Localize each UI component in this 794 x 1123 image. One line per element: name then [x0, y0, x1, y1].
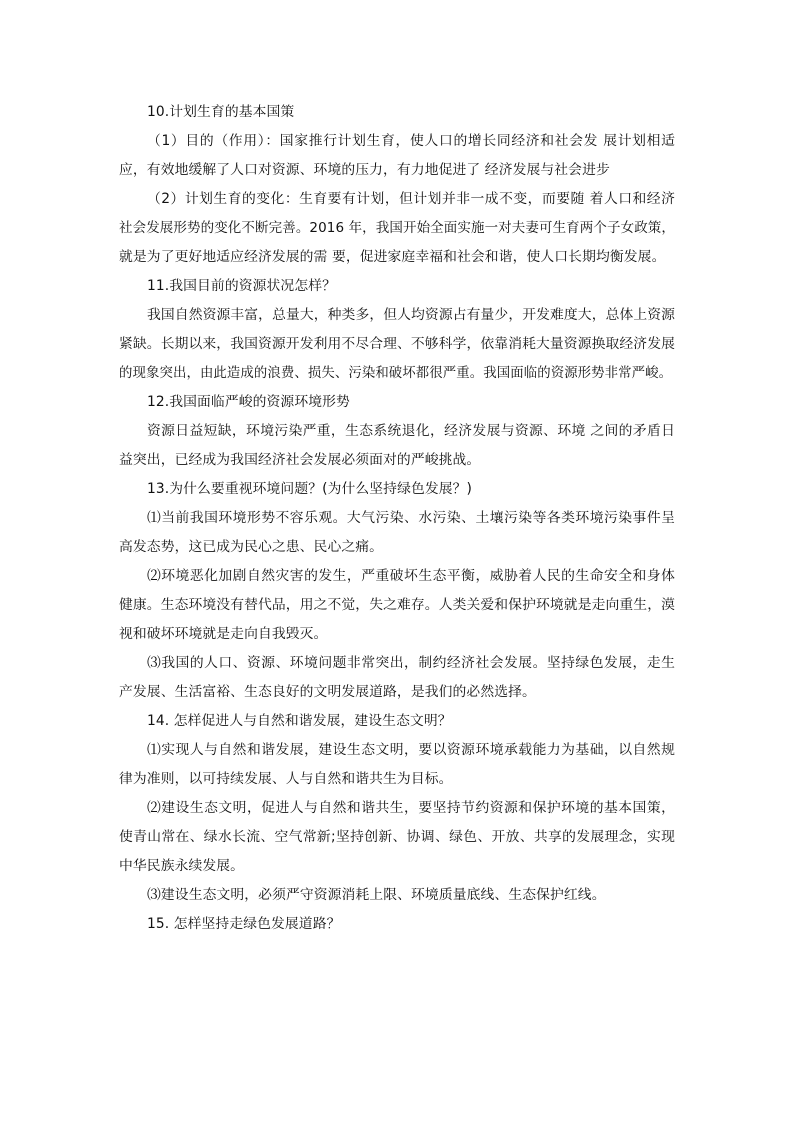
heading-text: 12.我国面临严峻的资源环境形势 [147, 394, 350, 410]
heading-text: 15. 怎样坚持走绿色发展道路？ [147, 916, 341, 932]
section-heading-s13 [119, 475, 675, 504]
paragraph-line: 社会发展形势的变化不断完善。2016 年，我国开始全面实施一对夫妻可生育两个子女政策， [119, 220, 675, 236]
paragraph-line: ⑵环境恶化加剧自然灾害的发生，严重破坏生态平衡，威胁着人民的生命安全和身体 [147, 568, 675, 584]
section-heading-s14 [119, 707, 675, 736]
paragraph [119, 736, 675, 794]
paragraph [119, 185, 675, 272]
heading-text: 13.为什么要重视环境问题？(为什么坚持绿色发展？) [147, 481, 473, 497]
paragraph-line: 使青山常在、绿水长流、空气常新;坚持创新、协调、绿色、开放、共享的发展理念，实现 [119, 829, 675, 845]
paragraph-line: 的现象突出，由此造成的浪费、损失、污染和破坏都很严重。我国面临的资源形势非常严峻。 [119, 366, 673, 381]
paragraph [119, 881, 675, 910]
heading-text: 11.我国目前的资源状况怎样？ [147, 278, 337, 294]
paragraph-line: ⑶建设生态文明，必须严守资源消耗上限、环境质量底线、生态保护红线。 [147, 887, 606, 903]
paragraph [119, 562, 675, 649]
paragraph [119, 301, 675, 388]
heading-text: 10.计划生育的基本国策 [147, 104, 295, 120]
section-heading-s10 [119, 98, 675, 127]
paragraph-line: 应，有效地缓解了人口对资源、环境的压力，有力地促进了 经济发展与社会进步 [119, 162, 610, 178]
document-body [119, 98, 675, 939]
paragraph-line: 我国自然资源丰富，总量大，种类多，但人均资源占有量少，开发难度大，总体上资源 [147, 307, 676, 323]
heading-text: 14. 怎样促进人与自然和谐发展，建设生态文明？ [147, 713, 452, 729]
paragraph-line: ⑴实现人与自然和谐发展，建设生态文明，要以资源环境承载能力为基础，以自然规 [147, 742, 675, 758]
section-heading-s12 [119, 388, 675, 417]
paragraph [119, 794, 675, 881]
paragraph [119, 127, 675, 185]
paragraph-line: 高发态势，这已成为民心之患、民心之痛。 [119, 539, 384, 555]
paragraph-line: 视和破坏环境就是走向自我毁灭。 [119, 626, 328, 642]
paragraph-line: 资源日益短缺，环境污染严重，生态系统退化，经济发展与资源、环境 之间的矛盾日 [147, 423, 675, 439]
paragraph-line: 健康。生态环境没有替代品，用之不觉，失之难存。人类关爱和保护环境就是走向重生，漠 [119, 597, 675, 613]
section-heading-s15 [119, 910, 675, 939]
paragraph-line: ⑵建设生态文明，促进人与自然和谐共生，要坚持节约资源和保护环境的基本国策， [147, 800, 675, 816]
paragraph-line: ⑶我国的人口、资源、环境问题非常突出，制约经济社会发展。坚持绿色发展，走生 [147, 655, 675, 671]
paragraph-line: ⑴当前我国环境形势不容乐观。大气污染、水污染、土壤污染等各类环境污染事件呈 [147, 510, 675, 526]
paragraph [119, 504, 675, 562]
paragraph-line: 中华民族永续发展。 [119, 858, 245, 874]
paragraph [119, 417, 675, 475]
paragraph-line: 律为准则，以可持续发展、人与自然和谐共生为目标。 [119, 771, 453, 787]
paragraph-line: 紧缺。长期以来，我国资源开发利用不尽合理、不够科学，依靠消耗大量资源换取经济发展 [119, 336, 675, 352]
paragraph-line: 产发展、生活富裕、生态良好的文明发展道路，是我们的必然选择。 [119, 684, 536, 700]
paragraph-line: （2）计划生育的变化：生育要有计划，但计划并非一成不变，而要随 着人口和经济 [147, 191, 675, 207]
paragraph-line: （1）目的（作用）：国家推行计划生育，使人口的增长同经济和社会发 展计划相适 [147, 133, 675, 149]
paragraph-line: 就是为了更好地适应经济发展的需 要，促进家庭幸福和社会和谐，使人口长期均衡发展。 [119, 249, 666, 265]
section-heading-s11 [119, 272, 675, 301]
paragraph-line: 益突出，已经成为我国经济社会发展必须面对的严峻挑战。 [119, 452, 481, 468]
paragraph [119, 649, 675, 707]
